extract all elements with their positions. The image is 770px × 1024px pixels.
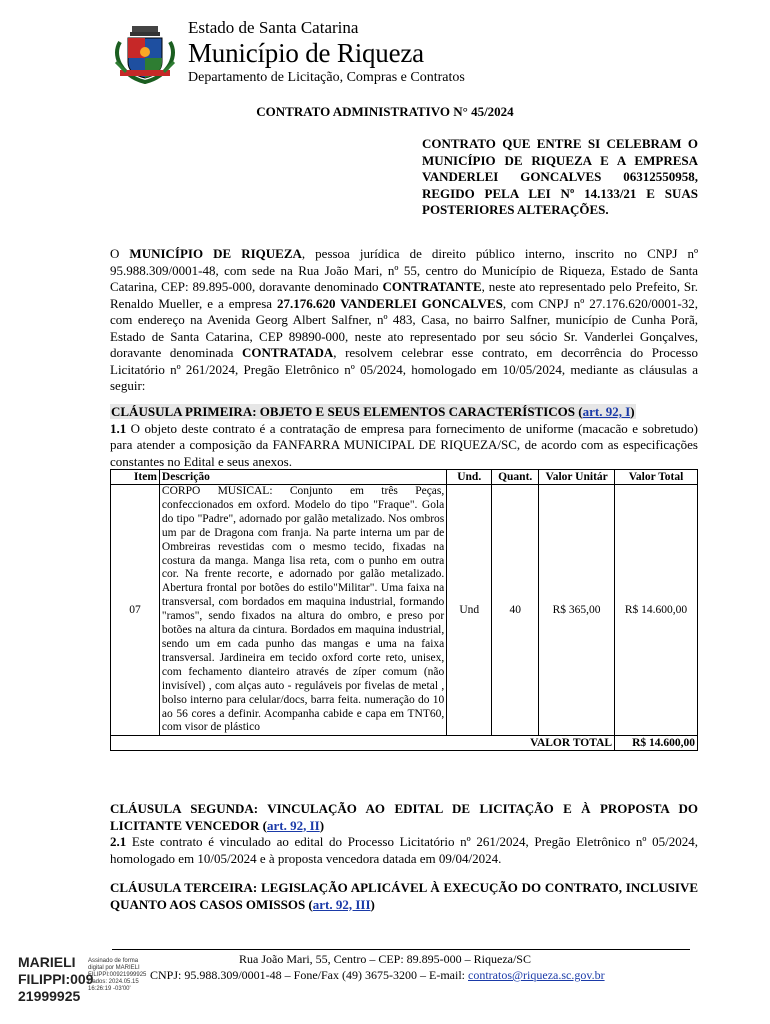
header-municipality: Município de Riqueza: [188, 38, 424, 68]
table-total-row: [111, 736, 698, 751]
header-state: Estado de Santa Catarina: [188, 18, 359, 37]
footer-address: Rua João Mari, 55, Centro – CEP: 89.895-000 – Riqueza/SC: [239, 952, 531, 966]
clause-second-title: CLÁUSULA SEGUNDA: VINCULAÇÃO AO EDITAL DE LICITAÇÃO E À PROPOSTA DO LICITANTE VENCEDOR (art. 92, II): [110, 801, 698, 833]
contract-title: CONTRATO ADMINISTRATIVO N° 45/2024: [256, 104, 514, 119]
cell-item: 07: [111, 485, 160, 736]
total-label: VALOR TOTAL: [111, 736, 615, 751]
cell-unit-price: R$ 365,00: [539, 485, 615, 736]
intro-paragraph: O MUNICÍPIO DE RIQUEZA, pessoa jurídica de direito público interno, inscrito no CNPJ nº 95.988.309/0001-48, com sede na Rua João Mari, nº 55, centro do Município de Riqueza, Estado de Santa Catarina, CEP: 89.895-000, doravante denominado CONTRATANTE, neste ato representado pelo Prefeito, Sr. Renaldo Mueller, e a empresa 27.176.620 VANDERLEI GONCALVES, com CNPJ nº 27.176.620/0001-32, com endereço na Avenida Georg Albert Salfner, nº 483, Casa, no bairro Salfner, município de Cunha Porã, Estado de Santa Catarina, CEP 89890-000, neste ato representado por seu sócio Sr. Vanderlei Gonçalves, doravante denominada CONTRATADA, resolvem celebrar esse contrato, em decorrência do Processo Licitatório nº 261/2024, Pregão Eletrônico nº 05/2024, homologado em 10/05/2024, mediante as cláusulas a seguir:: [110, 246, 699, 393]
footer-contact: CNPJ: 95.988.309/0001-48 – Fone/Fax (49) 3675-3200 – E-mail: contratos@riqueza.sc.gov.br: [150, 968, 605, 982]
clause-third-law-link[interactable]: art. 92, III: [312, 896, 371, 912]
footer-divider: [112, 949, 690, 950]
municipal-crest-logo: [112, 22, 178, 86]
clause-first-title: CLÁUSULA PRIMEIRA: OBJETO E SEUS ELEMENTOS CARACTERÍSTICOS (art. 92, I): [111, 404, 635, 419]
header-unit-price: Valor Unitár: [539, 470, 615, 485]
clause-first-law-link[interactable]: art. 92, I: [582, 404, 631, 419]
header-unit: Und.: [447, 470, 492, 485]
clause-second: [110, 801, 698, 867]
cell-total: R$ 14.600,00: [615, 485, 698, 736]
footer-email-link[interactable]: contratos@riqueza.sc.gov.br: [468, 968, 605, 982]
digital-signature-details: Assinado de forma digital por MARIELI FILIPPI:00921999925 Dados: 2024.05.15 16:26:19 -03'00': [88, 958, 147, 992]
table-row: [111, 485, 698, 736]
header-total: Valor Total: [615, 470, 698, 485]
header-department: Departamento de Licitação, Compras e Contratos: [188, 70, 465, 85]
clause-third: [110, 880, 698, 913]
cell-description: CORPO MUSICAL: Conjunto em três Peças, confeccionados em oxford. Modelo do tipo "Fraque". Gola do tipo "Padre", adornado por galão metalizado. Nos ombros um par de Dragona com franja. Na parte interna um par de Ombreiras revestidas com o mesmo tecido, fixadas na costura da manga. Manga lisa reta, com o punho em outra cor. Na frente recorte, e adornado por galão metalizado. Abertura frontal por botões do estilo"Militar". Uma faixa na transversal, com bordados em maquina industrial, formando "ramos", sendo fixados na altura do ombro, e preso por botões na altura da cintura. Bordados em maquina industrial, sendo um em cada punho das mangas e uma na faixa transversal. Jardineira em tecido oxford corte reto, unisex, com fechamento dianteiro através de zíper comum (não invisível) , com alças auto - reguláveis por fivelas de metal , bolso interno para celular/docs, barra feita. numeração do 10 ao 56 cores a definir. Acompanha cabide e capa em TNT60, com visor de plástico: [159, 485, 446, 736]
digital-signature-name: MARIELI FILIPPI:009 21999925: [18, 954, 94, 1004]
items-table: [110, 469, 698, 751]
header-quantity: Quant.: [492, 470, 539, 485]
header-item: Item: [111, 470, 160, 485]
total-value: R$ 14.600,00: [615, 736, 698, 751]
cell-unit: Und: [447, 485, 492, 736]
contract-preamble: CONTRATO QUE ENTRE SI CELEBRAM O MUNICÍPIO DE RIQUEZA E A EMPRESA VANDERLEI GONCALVES 06312550958, REGIDO PELA LEI Nº 14.133/21 E SUAS POSTERIORES ALTERAÇÕES.: [422, 136, 698, 217]
table-header-row: [111, 470, 698, 485]
clause-first-body: 1.1 O objeto deste contrato é a contratação de empresa para fornecimento de uniforme (macacão e sobretudo) para atender a composição da FANFARRA MUNICIPAL DE RIQUEZA/SC, de acordo com as especificações constantes no Edital e seus anexos.: [110, 420, 698, 469]
clause-third-title: CLÁUSULA TERCEIRA: LEGISLAÇÃO APLICÁVEL À EXECUÇÃO DO CONTRATO, INCLUSIVE QUANTO AOS CASOS OMISSOS (art. 92, III): [110, 880, 698, 912]
header-description: Descrição: [159, 470, 446, 485]
clause-first: [110, 404, 698, 470]
cell-quantity: 40: [492, 485, 539, 736]
clause-second-body: 2.1 Este contrato é vinculado ao edital do Processo Licitatório nº 261/2024, Pregão Eletrônico nº 05/2024, homologado em 10/05/2024 e à proposta vencedora datada em 09/04/2024.: [110, 834, 698, 866]
clause-second-law-link[interactable]: art. 92, II: [267, 817, 320, 833]
